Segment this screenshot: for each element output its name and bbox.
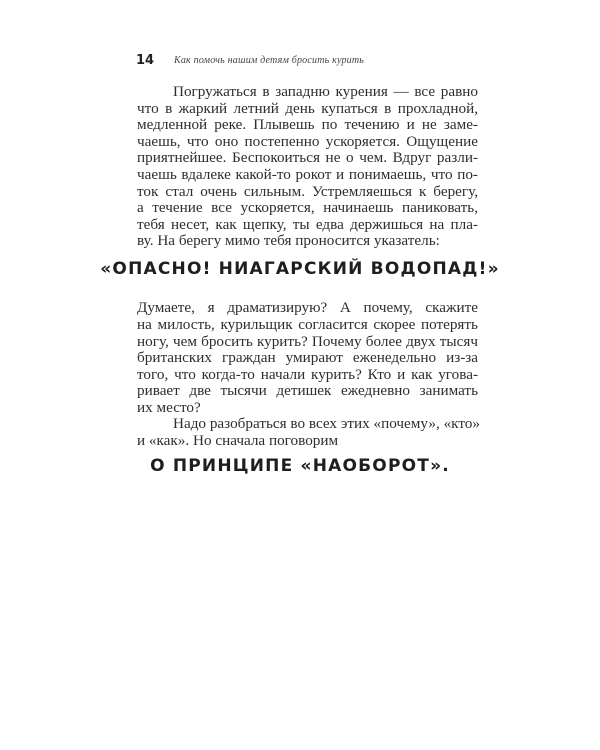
heading-principle: О ПРИНЦИПЕ «НАОБОРОТ». xyxy=(150,456,450,476)
heading-warning: «ОПАСНО! НИАГАРСКИЙ ВОДОПАД!» xyxy=(100,259,500,279)
text-line: того, что когда-то начали курить? Кто и как угова- xyxy=(137,366,478,383)
page-number: 14 xyxy=(136,53,155,68)
text-line: их место? xyxy=(137,399,201,416)
text-line: британских граждан умирают еженедельно из-за xyxy=(137,349,478,366)
text-line: ногу, чем бросить курить? Почему более двух тысяч xyxy=(137,333,478,350)
text-line: ву. На берегу мимо тебя проносится указатель: xyxy=(137,232,440,249)
text-line: Надо разобраться во всех этих «почему», «кто» xyxy=(173,415,480,432)
text-line: ток стал очень сильным. Устремляешься к берегу, xyxy=(137,183,478,200)
text-line: приятнейшее. Беспокоиться не о чем. Вдруг разли- xyxy=(137,149,478,166)
text-line: на милость, курильщик согласится скорее потерять xyxy=(137,316,478,333)
text-line: что в жаркий летний день купаться в прохладной, xyxy=(137,100,478,117)
text-line: чаешь, что оно постепенно ускоряется. Ощущение xyxy=(137,133,478,150)
text-line: медленной реке. Плывешь по течению и не заме- xyxy=(137,116,478,133)
text-line: и «как». Но сначала поговорим xyxy=(137,432,339,449)
text-line: а течение все ускоряется, начинаешь паниковать, xyxy=(137,199,478,216)
text-line: тебя несет, как щепку, ты едва держишься на пла- xyxy=(137,216,478,233)
text-line: чаешь вдалеке какой-то рокот и понимаешь, что по- xyxy=(137,166,478,183)
text-line: Думаете, я драматизирую? А почему, скажите xyxy=(137,299,478,316)
text-line: ривает две тысячи детишек ежедневно занимать xyxy=(137,382,478,399)
text-line: Погружаться в западню курения — все равно xyxy=(173,83,478,100)
running-title: Как помочь нашим детям бросить курить xyxy=(174,55,365,66)
